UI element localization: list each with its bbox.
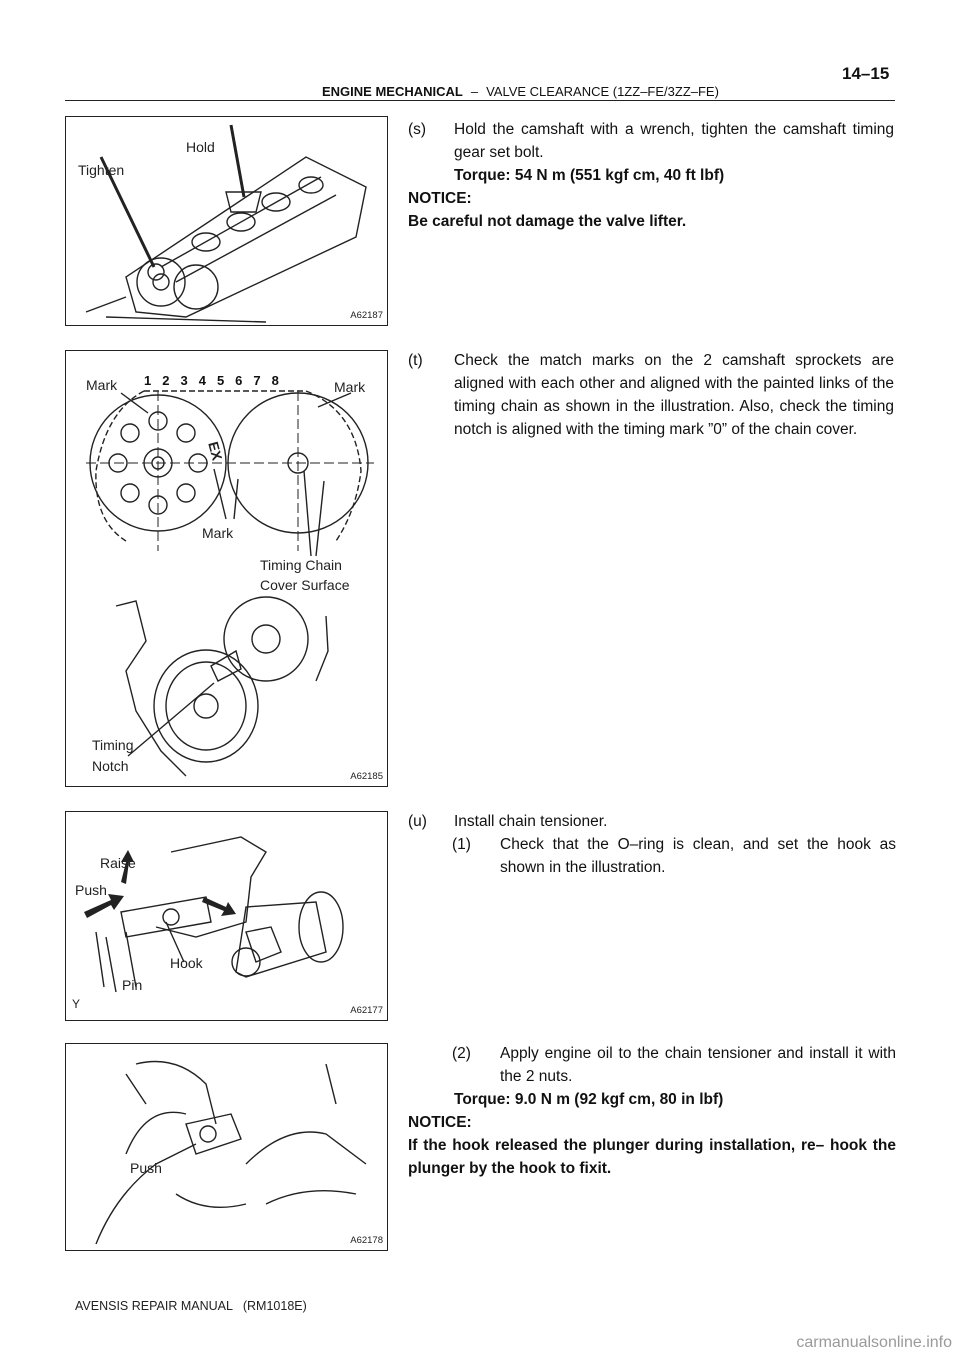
substep-tag: (2) xyxy=(452,1045,471,1062)
header-section: ENGINE MECHANICAL xyxy=(322,84,463,99)
figure-camshaft-wrench xyxy=(65,116,388,326)
link-number: 3 xyxy=(180,373,188,388)
footer-manual: AVENSIS REPAIR MANUAL (RM1018E) xyxy=(75,1299,307,1313)
step-text: Install chain tensioner. xyxy=(454,813,608,830)
link-number: 4 xyxy=(198,373,206,388)
step-tag: (u) xyxy=(408,813,427,830)
link-number: 2 xyxy=(162,373,170,388)
figure-code: A62177 xyxy=(350,1005,383,1016)
header-rule xyxy=(65,100,895,101)
torque-spec: Torque: 9.0 N m (92 kgf cm, 80 in lbf) xyxy=(454,1091,724,1108)
camshaft-wrench-illustration xyxy=(66,117,387,325)
figure-chain-tensioner xyxy=(65,811,388,1021)
link-number: 5 xyxy=(216,373,225,388)
header-dash: – xyxy=(470,84,479,99)
link-number: 1 xyxy=(144,373,152,388)
notice-text: If the hook released the plunger during installation, re– hook the plunger by the hook to fixit. xyxy=(408,1137,896,1177)
label-chain-cover-2: Cover Surface xyxy=(260,577,350,593)
link-number: 7 xyxy=(253,373,261,388)
label-hold: Hold xyxy=(186,139,215,155)
substep-text: Apply engine oil to the chain tensioner and install it with the 2 nuts. xyxy=(500,1045,896,1085)
substep-tag: (1) xyxy=(452,836,471,853)
label-notch-2: Notch xyxy=(92,758,129,774)
page-header xyxy=(322,84,719,99)
notice-text: Be careful not damage the valve lifter. xyxy=(408,213,687,230)
page-number: 14–15 xyxy=(842,64,890,83)
label-hook: Hook xyxy=(170,955,203,971)
label-tighten: Tighten xyxy=(78,162,125,178)
figure-code: A62178 xyxy=(350,1235,383,1246)
label-notch-1: Timing xyxy=(92,737,134,753)
chain-link-numbers xyxy=(144,373,324,388)
step-tag: (s) xyxy=(408,121,427,138)
label-mark-center: Mark xyxy=(202,525,234,541)
substep-text: Check that the O–ring is clean, and set the hook as shown in the illustration. xyxy=(500,836,896,876)
label-chain-cover-1: Timing Chain xyxy=(260,557,342,573)
watermark: carmanualsonline.info xyxy=(796,1334,952,1351)
link-number: 6 xyxy=(235,373,243,388)
label-push: Push xyxy=(130,1160,162,1176)
torque-spec: Torque: 54 N m (551 kgf cm, 40 ft lbf) xyxy=(454,167,725,184)
figure-timing-marks xyxy=(65,350,388,787)
notice-label: NOTICE: xyxy=(408,190,472,207)
label-mark-left: Mark xyxy=(86,377,118,393)
step-text: Hold the camshaft with a wrench, tighten the camshaft timing gear set bolt. xyxy=(454,121,894,161)
label-pin: Pin xyxy=(122,977,143,993)
install-tensioner-illustration xyxy=(66,1044,387,1250)
header-subsection: VALVE CLEARANCE (1ZZ–FE/3ZZ–FE) xyxy=(486,84,719,99)
step-tag: (t) xyxy=(408,352,423,369)
label-push: Push xyxy=(75,882,107,898)
link-number: 8 xyxy=(271,373,279,388)
label-mark-right: Mark xyxy=(334,379,366,395)
chain-tensioner-illustration xyxy=(66,812,387,1020)
figure-code: A62185 xyxy=(350,771,383,782)
label-raise: Raise xyxy=(100,855,136,871)
step-text: Check the match marks on the 2 camshaft sprockets are aligned with each other and aligned with the painted links of the timing chain as shown in the illustration. Also, check the timing notch is aligned with the timing mark ”0” of the chain cover. xyxy=(454,352,894,438)
label-ex: EX xyxy=(205,439,226,463)
figure-install-tensioner xyxy=(65,1043,388,1251)
notice-label: NOTICE: xyxy=(408,1114,472,1131)
label-y: Y xyxy=(72,997,81,1011)
figure-code: A62187 xyxy=(350,310,383,321)
